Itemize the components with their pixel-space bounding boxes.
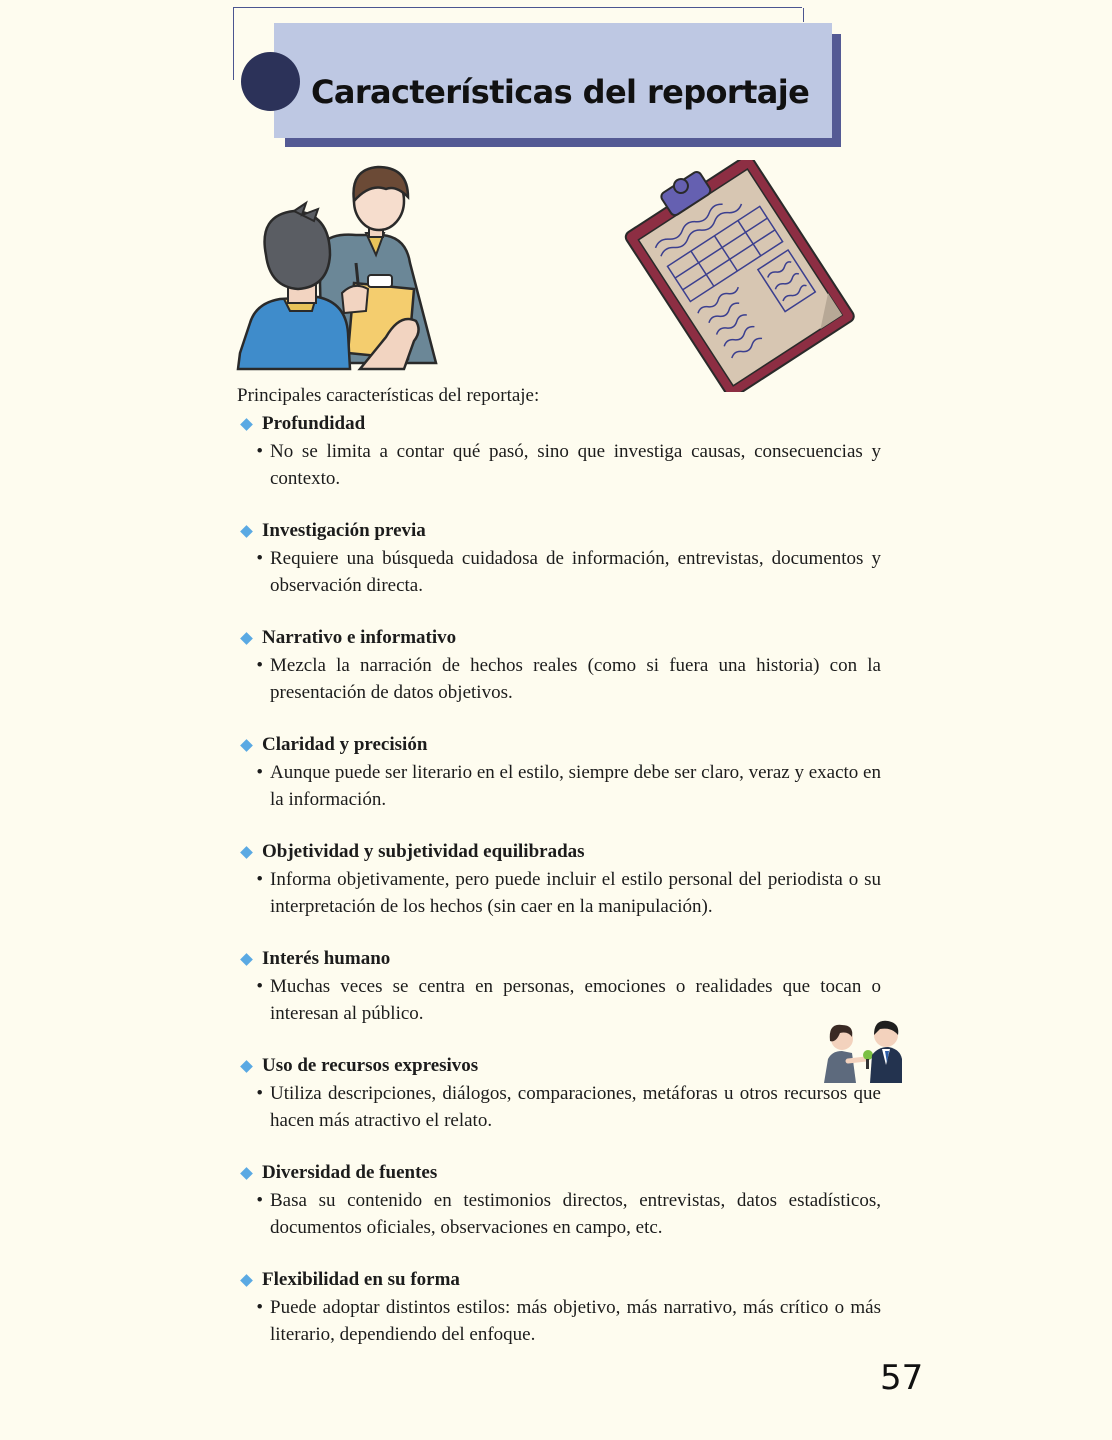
section-heading-text: Interés humano	[262, 948, 391, 969]
section-heading	[237, 1160, 881, 1186]
clipboard-illustration	[612, 160, 862, 392]
diamond-bullet-icon	[240, 739, 253, 752]
page-number: 57	[880, 1358, 924, 1398]
diamond-bullet-icon	[240, 953, 253, 966]
bullet-dot: •	[256, 1083, 263, 1104]
section-heading-text: Diversidad de fuentes	[262, 1162, 438, 1183]
section-description-text: Basa su contenido en testimonios directos, entrevistas, datos estadísticos, documentos oficiales, observaciones en campo, etc.	[270, 1190, 881, 1238]
section-description	[237, 1187, 881, 1241]
section-description-text: Mezcla la narración de hechos reales (como si fuera una historia) con la presentación de datos objetivos.	[270, 655, 881, 703]
list-item	[237, 1053, 881, 1134]
list-item	[237, 732, 881, 813]
section-description-text: Puede adoptar distintos estilos: más objetivo, más narrativo, más crítico o más literario, dependiendo del enfoque.	[270, 1297, 881, 1345]
section-description	[237, 1294, 881, 1348]
section-heading	[237, 518, 881, 544]
diamond-bullet-icon	[240, 1167, 253, 1180]
diamond-bullet-icon	[240, 846, 253, 859]
bullet-dot: •	[256, 655, 263, 676]
section-description	[237, 759, 881, 813]
intro-text: Principales características del reportaje:	[237, 385, 540, 406]
bullet-dot: •	[256, 1190, 263, 1211]
list-item	[237, 411, 881, 492]
section-heading-text: Investigación previa	[262, 520, 426, 541]
diamond-bullet-icon	[240, 525, 253, 538]
section-heading	[237, 732, 881, 758]
section-heading-text: Claridad y precisión	[262, 734, 428, 755]
list-item	[237, 839, 881, 920]
reporter-microphone-illustration	[822, 1015, 904, 1083]
diamond-bullet-icon	[240, 1274, 253, 1287]
bullet-dot: •	[256, 1297, 263, 1318]
interview-illustration	[236, 163, 444, 371]
section-heading	[237, 946, 881, 972]
page-title: Características del reportaje	[311, 73, 810, 111]
bullet-dot: •	[256, 976, 263, 997]
section-description	[237, 866, 881, 920]
section-heading-text: Flexibilidad en su forma	[262, 1269, 460, 1290]
diamond-bullet-icon	[240, 1060, 253, 1073]
section-description-text: Muchas veces se centra en personas, emociones o realidades que tocan o interesan al público.	[270, 976, 881, 1024]
list-item	[237, 625, 881, 706]
section-heading-text: Profundidad	[262, 413, 366, 434]
section-heading	[237, 625, 881, 651]
list-item	[237, 1267, 881, 1348]
list-item	[237, 1160, 881, 1241]
title-dot	[241, 52, 300, 111]
section-description-text: No se limita a contar qué pasó, sino que investiga causas, consecuencias y contexto.	[270, 441, 881, 489]
section-heading	[237, 1267, 881, 1293]
section-description	[237, 973, 881, 1027]
section-description	[237, 545, 881, 599]
characteristics-list	[237, 411, 881, 1374]
section-description	[237, 438, 881, 492]
section-description-text: Utiliza descripciones, diálogos, comparaciones, metáforas u otros recursos que hacen más atractivo el relato.	[270, 1083, 881, 1131]
list-item	[237, 518, 881, 599]
section-description	[237, 652, 881, 706]
section-heading-text: Narrativo e informativo	[262, 627, 457, 648]
section-description-text: Aunque puede ser literario en el estilo, siempre debe ser claro, veraz y exacto en la información.	[270, 762, 881, 810]
section-heading	[237, 411, 881, 437]
section-description-text: Requiere una búsqueda cuidadosa de información, entrevistas, documentos y observación directa.	[270, 548, 881, 596]
diamond-bullet-icon	[240, 418, 253, 431]
section-heading	[237, 839, 881, 865]
section-heading	[237, 1053, 881, 1079]
list-item	[237, 946, 881, 1027]
bullet-dot: •	[256, 762, 263, 783]
section-heading-text: Objetividad y subjetividad equilibradas	[262, 841, 585, 862]
section-heading-text: Uso de recursos expresivos	[262, 1055, 479, 1076]
bullet-dot: •	[256, 441, 263, 462]
section-description-text: Informa objetivamente, pero puede incluir el estilo personal del periodista o su interpretación de los hechos (sin caer en la manipulación).	[270, 869, 881, 917]
bullet-dot: •	[256, 548, 263, 569]
section-description	[237, 1080, 881, 1134]
diamond-bullet-icon	[240, 632, 253, 645]
bullet-dot: •	[256, 869, 263, 890]
